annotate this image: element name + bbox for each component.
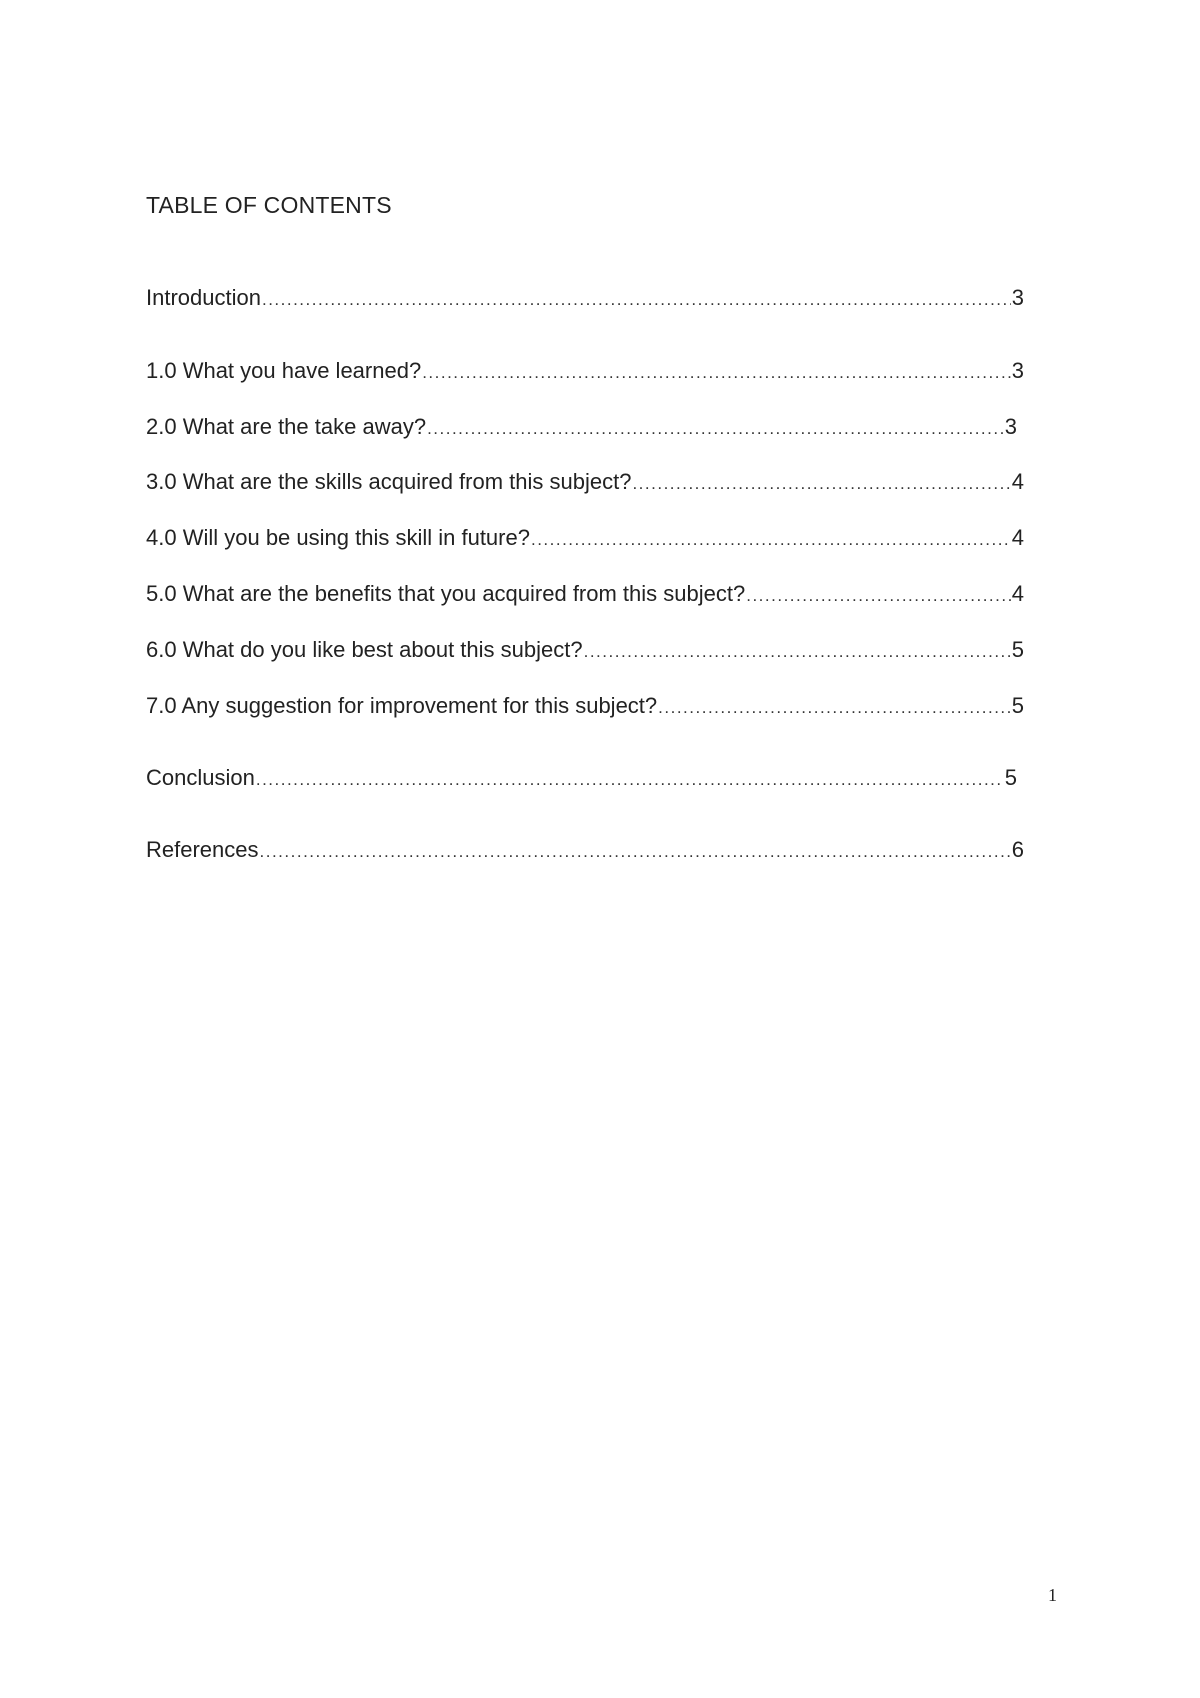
- toc-entry-text: 2.0 What are the take away?: [146, 414, 427, 439]
- toc-entry-page: 3: [1011, 358, 1024, 383]
- toc-entry-7: [146, 691, 1024, 721]
- toc-entry-4: [146, 523, 1024, 553]
- toc-entry-text: 1.0 What you have learned?: [146, 358, 422, 383]
- toc-dot-leader: [422, 358, 1011, 388]
- toc-entry-1: [146, 356, 1024, 386]
- toc-dot-leader: [260, 837, 1011, 867]
- toc-entry-text: Introduction: [146, 285, 261, 310]
- toc-entry-page: 3: [1011, 285, 1024, 310]
- toc-dot-leader: [427, 414, 1004, 444]
- toc-entry-page: 4: [1011, 469, 1024, 494]
- toc-entry-page: 3: [1004, 414, 1017, 439]
- toc-entry-page: 5: [1011, 693, 1024, 718]
- toc-entry-text: References: [146, 837, 259, 862]
- toc-entry-text: 4.0 Will you be using this skill in future?: [146, 525, 530, 550]
- toc-entry-6: [146, 635, 1024, 665]
- toc-dot-leader: [746, 581, 1011, 611]
- toc-entry-page: 4: [1011, 581, 1024, 606]
- toc-dot-leader: [256, 765, 1004, 795]
- toc-entry-references: [146, 835, 1024, 865]
- toc-dot-leader: [632, 469, 1010, 499]
- toc-entry-text: 3.0 What are the skills acquired from this subject?: [146, 469, 632, 494]
- page-number: 1: [1048, 1585, 1057, 1605]
- toc-entry-text: 7.0 Any suggestion for improvement for this subject?: [146, 693, 658, 718]
- toc-dot-leader: [658, 693, 1011, 723]
- toc-entry-page: 6: [1011, 837, 1024, 862]
- toc-entry-3: [146, 467, 1024, 497]
- toc-dot-leader: [531, 525, 1011, 555]
- toc-heading: TABLE OF CONTENTS: [146, 192, 392, 218]
- toc-entry-page: 5: [1004, 765, 1017, 790]
- toc-entry-text: 6.0 What do you like best about this subject?: [146, 637, 583, 662]
- toc-entry-text: 5.0 What are the benefits that you acquired from this subject?: [146, 581, 746, 606]
- toc-entry-conclusion: [146, 763, 1017, 793]
- toc-entry-introduction: [146, 283, 1024, 313]
- toc-entry-page: 5: [1011, 637, 1024, 662]
- toc-entry-2: [146, 412, 1017, 442]
- toc-dot-leader: [584, 637, 1011, 667]
- toc-entry-page: 4: [1011, 525, 1024, 550]
- toc-dot-leader: [262, 285, 1011, 315]
- toc-entry-5: [146, 579, 1024, 609]
- toc-entry-text: Conclusion: [146, 765, 255, 790]
